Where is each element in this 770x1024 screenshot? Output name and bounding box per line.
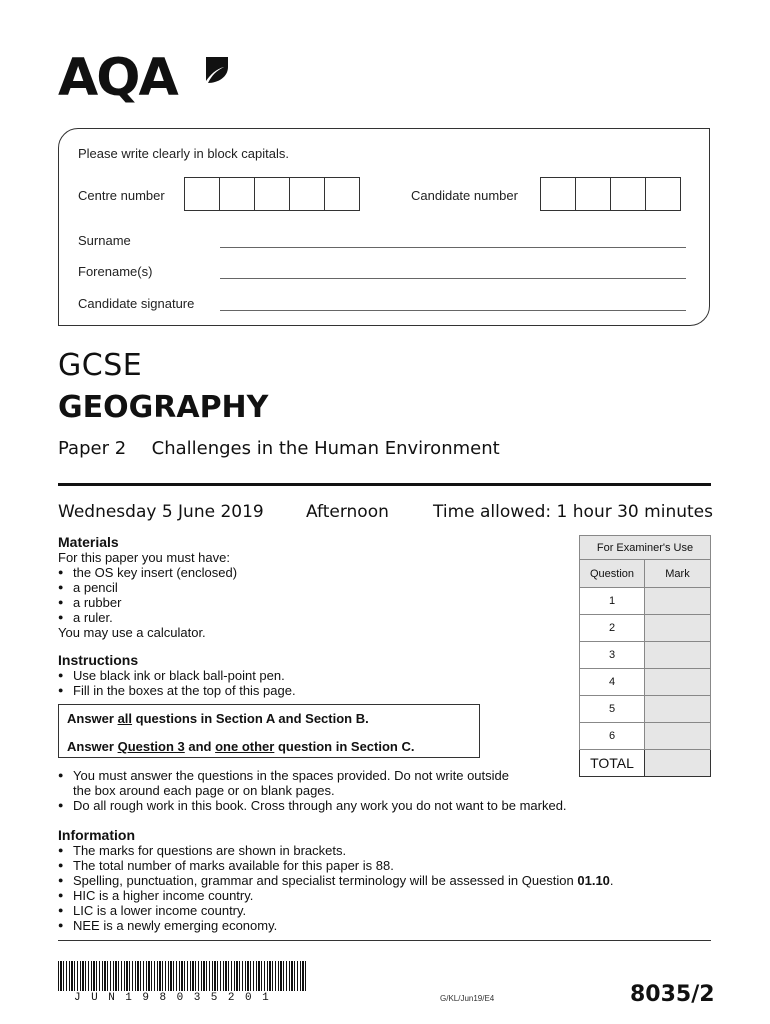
- list-item: ● Use black ink or black ball-point pen.: [58, 668, 558, 683]
- table-row: [580, 696, 711, 723]
- mark-cell: [645, 588, 711, 615]
- paper-title: [58, 438, 500, 459]
- materials-list: [58, 565, 558, 625]
- exam-session: Afternoon: [306, 502, 389, 522]
- centre-digit-box[interactable]: [219, 177, 255, 211]
- list-item: ● LIC is a lower income country.: [58, 903, 708, 918]
- answer-line-1: [67, 711, 369, 726]
- forename-label: Forename(s): [78, 264, 153, 279]
- candidate-digit-box[interactable]: [575, 177, 611, 211]
- answer-text: questions in Section A and Section B.: [132, 711, 369, 726]
- question-number: 3: [580, 642, 645, 669]
- answer-text: Answer: [67, 739, 118, 754]
- question-number: 2: [580, 615, 645, 642]
- forename-line[interactable]: [220, 278, 686, 279]
- calculator-note: You may use a calculator.: [58, 625, 206, 640]
- question-number: 6: [580, 723, 645, 750]
- signature-line[interactable]: [220, 310, 686, 311]
- document-reference: G/KL/Jun19/E4: [440, 994, 495, 1003]
- list-item: ● NEE is a newly emerging economy.: [58, 918, 708, 933]
- candidate-number-field[interactable]: [541, 177, 681, 211]
- information-heading: Information: [58, 827, 135, 843]
- answer-line-2: [67, 739, 414, 754]
- aqa-logo: [58, 48, 177, 108]
- block-capitals-instruction: Please write clearly in block capitals.: [78, 146, 289, 161]
- total-mark-cell: [645, 750, 711, 777]
- list-item: ● The marks for questions are shown in brackets.: [58, 843, 708, 858]
- candidate-digit-box[interactable]: [610, 177, 646, 211]
- list-item: ● Fill in the boxes at the top of this page.: [58, 683, 558, 698]
- instructions-heading: Instructions: [58, 652, 139, 668]
- paper-number: Paper 2: [58, 438, 127, 459]
- barcode: [58, 961, 306, 991]
- instructions-section: [58, 652, 558, 698]
- answer-emphasis: one other: [215, 739, 275, 754]
- question-number: 4: [580, 669, 645, 696]
- answer-emphasis: Question 3: [117, 739, 185, 754]
- candidate-digit-box[interactable]: [540, 177, 576, 211]
- centre-digit-box[interactable]: [184, 177, 220, 211]
- answer-text: Answer: [67, 711, 118, 726]
- candidate-number-label: Candidate number: [411, 188, 518, 203]
- list-item: [58, 873, 708, 888]
- qualification-title: GCSE: [58, 348, 143, 383]
- surname-line[interactable]: [220, 247, 686, 248]
- question-reference: 01.10: [577, 873, 610, 888]
- title-divider: [58, 483, 711, 486]
- examiners-use-table: [579, 535, 711, 777]
- exam-date: Wednesday 5 June 2019: [58, 502, 264, 522]
- footer-divider: [58, 940, 711, 941]
- list-item-text: Spelling, punctuation, grammar and specialist terminology will be assessed in Question: [73, 873, 578, 888]
- answer-requirements-box: [58, 704, 480, 758]
- materials-section: [58, 534, 558, 640]
- mark-cell: [645, 696, 711, 723]
- time-allowed: Time allowed: 1 hour 30 minutes: [433, 502, 713, 522]
- list-item: ● Do all rough work in this book. Cross through any work you do not want to be marked.: [58, 798, 698, 813]
- surname-label: Surname: [78, 233, 131, 248]
- table-row: [580, 588, 711, 615]
- materials-intro: For this paper you must have:: [58, 550, 230, 565]
- mark-cell: [645, 642, 711, 669]
- list-item: ● HIC is a higher income country.: [58, 888, 708, 903]
- mark-column-header: Mark: [645, 560, 711, 588]
- question-column-header: Question: [580, 560, 645, 588]
- examiners-use-title: For Examiner's Use: [580, 536, 711, 560]
- aqa-leaf-icon: [202, 55, 230, 85]
- candidate-digit-box[interactable]: [645, 177, 681, 211]
- answer-text: question in Section C.: [274, 739, 415, 754]
- information-list: [58, 843, 708, 933]
- table-row: [580, 669, 711, 696]
- centre-number-field[interactable]: [185, 177, 360, 211]
- list-item: ● the OS key insert (enclosed): [58, 565, 558, 580]
- list-item: ● a rubber: [58, 595, 558, 610]
- candidate-details-box: [58, 128, 710, 326]
- paper-name: Challenges in the Human Environment: [151, 438, 500, 459]
- subject-title: GEOGRAPHY: [58, 390, 269, 425]
- list-item: ● a pencil: [58, 580, 558, 595]
- list-item-text: .: [609, 873, 614, 888]
- list-item-text: the box around each page or on blank pages.: [73, 783, 335, 798]
- instructions-list: [58, 668, 558, 698]
- answer-emphasis: all: [117, 711, 133, 726]
- signature-label: Candidate signature: [78, 296, 195, 311]
- table-row: [580, 642, 711, 669]
- centre-digit-box[interactable]: [254, 177, 290, 211]
- information-section: [58, 827, 708, 933]
- table-row: [580, 615, 711, 642]
- list-item-text: You must answer the questions in the spaces provided. Do not write outside: [73, 768, 509, 783]
- mark-cell: [645, 615, 711, 642]
- aqa-logo-text: AQA: [58, 48, 177, 108]
- list-item: ● a ruler.: [58, 610, 558, 625]
- mark-cell: [645, 723, 711, 750]
- materials-heading: Materials: [58, 534, 119, 550]
- centre-digit-box[interactable]: [289, 177, 325, 211]
- table-row: [580, 750, 711, 777]
- mark-cell: [645, 669, 711, 696]
- question-number: 1: [580, 588, 645, 615]
- centre-digit-box[interactable]: [324, 177, 360, 211]
- question-number: 5: [580, 696, 645, 723]
- list-item: ● The total number of marks available for this paper is 88.: [58, 858, 708, 873]
- barcode-number: JUN198035201: [74, 992, 280, 1004]
- centre-number-label: Centre number: [78, 188, 165, 203]
- total-label: TOTAL: [580, 750, 645, 777]
- table-row: [580, 723, 711, 750]
- answer-text: and: [184, 739, 216, 754]
- paper-code: 8035/2: [630, 982, 715, 1007]
